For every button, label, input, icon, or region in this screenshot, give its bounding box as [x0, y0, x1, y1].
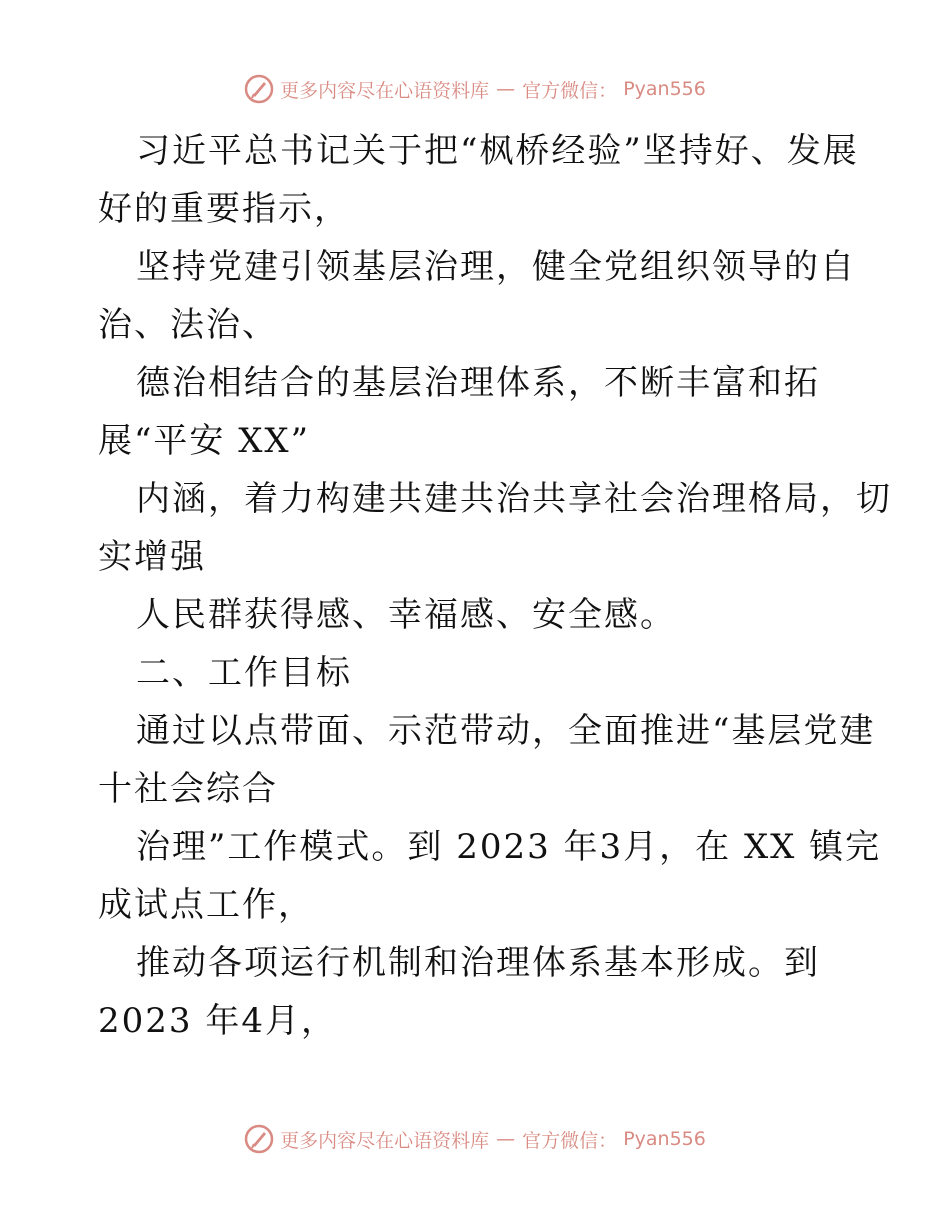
watermark-dash: —: [496, 78, 516, 100]
watermark-wechat-id: Pyan556: [623, 1128, 706, 1150]
watermark-dash: —: [496, 1128, 516, 1150]
watermark-wechat-id: Pyan556: [623, 78, 706, 100]
body-line: 通过以点带面、示范带动，全面推进“基层党建: [136, 711, 876, 751]
watermark-wechat-label: 官方微信：: [522, 1129, 618, 1152]
body-line: 展“平安 XX”: [98, 421, 310, 461]
watermark-wechat-label: 官方微信：: [522, 79, 618, 102]
footer-watermark: [0, 1124, 950, 1154]
body-line: 治、法治、: [98, 305, 278, 345]
quill-logo-icon: [244, 74, 274, 104]
quill-logo-icon: [244, 1124, 274, 1154]
body-line: 坚持党建引领基层治理，健全党组织领导的自: [136, 247, 856, 287]
watermark-text: 更多内容尽在心语资料库: [280, 79, 490, 102]
body-line: 实增强: [98, 537, 206, 577]
section-heading: 二、工作目标: [136, 653, 352, 693]
body-line: 德治相结合的基层治理体系，不断丰富和拓: [136, 363, 820, 403]
body-line: 2023 年4月，: [98, 1001, 337, 1041]
body-line: 人民群获得感、幸福感、安全感。: [136, 595, 676, 635]
body-line: 内涵，着力构建共建共治共享社会治理格局，切: [136, 479, 892, 519]
body-line: 十社会综合: [98, 769, 278, 809]
document-body: [98, 122, 892, 1050]
body-line: 习近平总书记关于把“枫桥经验”坚持好、发展: [136, 131, 859, 171]
body-line: 成试点工作，: [98, 885, 314, 925]
header-watermark: [0, 74, 950, 104]
body-line: 好的重要指示，: [98, 189, 350, 229]
watermark-text: 更多内容尽在心语资料库: [280, 1129, 490, 1152]
body-line: 推动各项运行机制和治理体系基本形成。到: [136, 943, 820, 983]
body-line: 治理”工作模式。到 2023 年3月，在 XX 镇完: [136, 827, 882, 867]
